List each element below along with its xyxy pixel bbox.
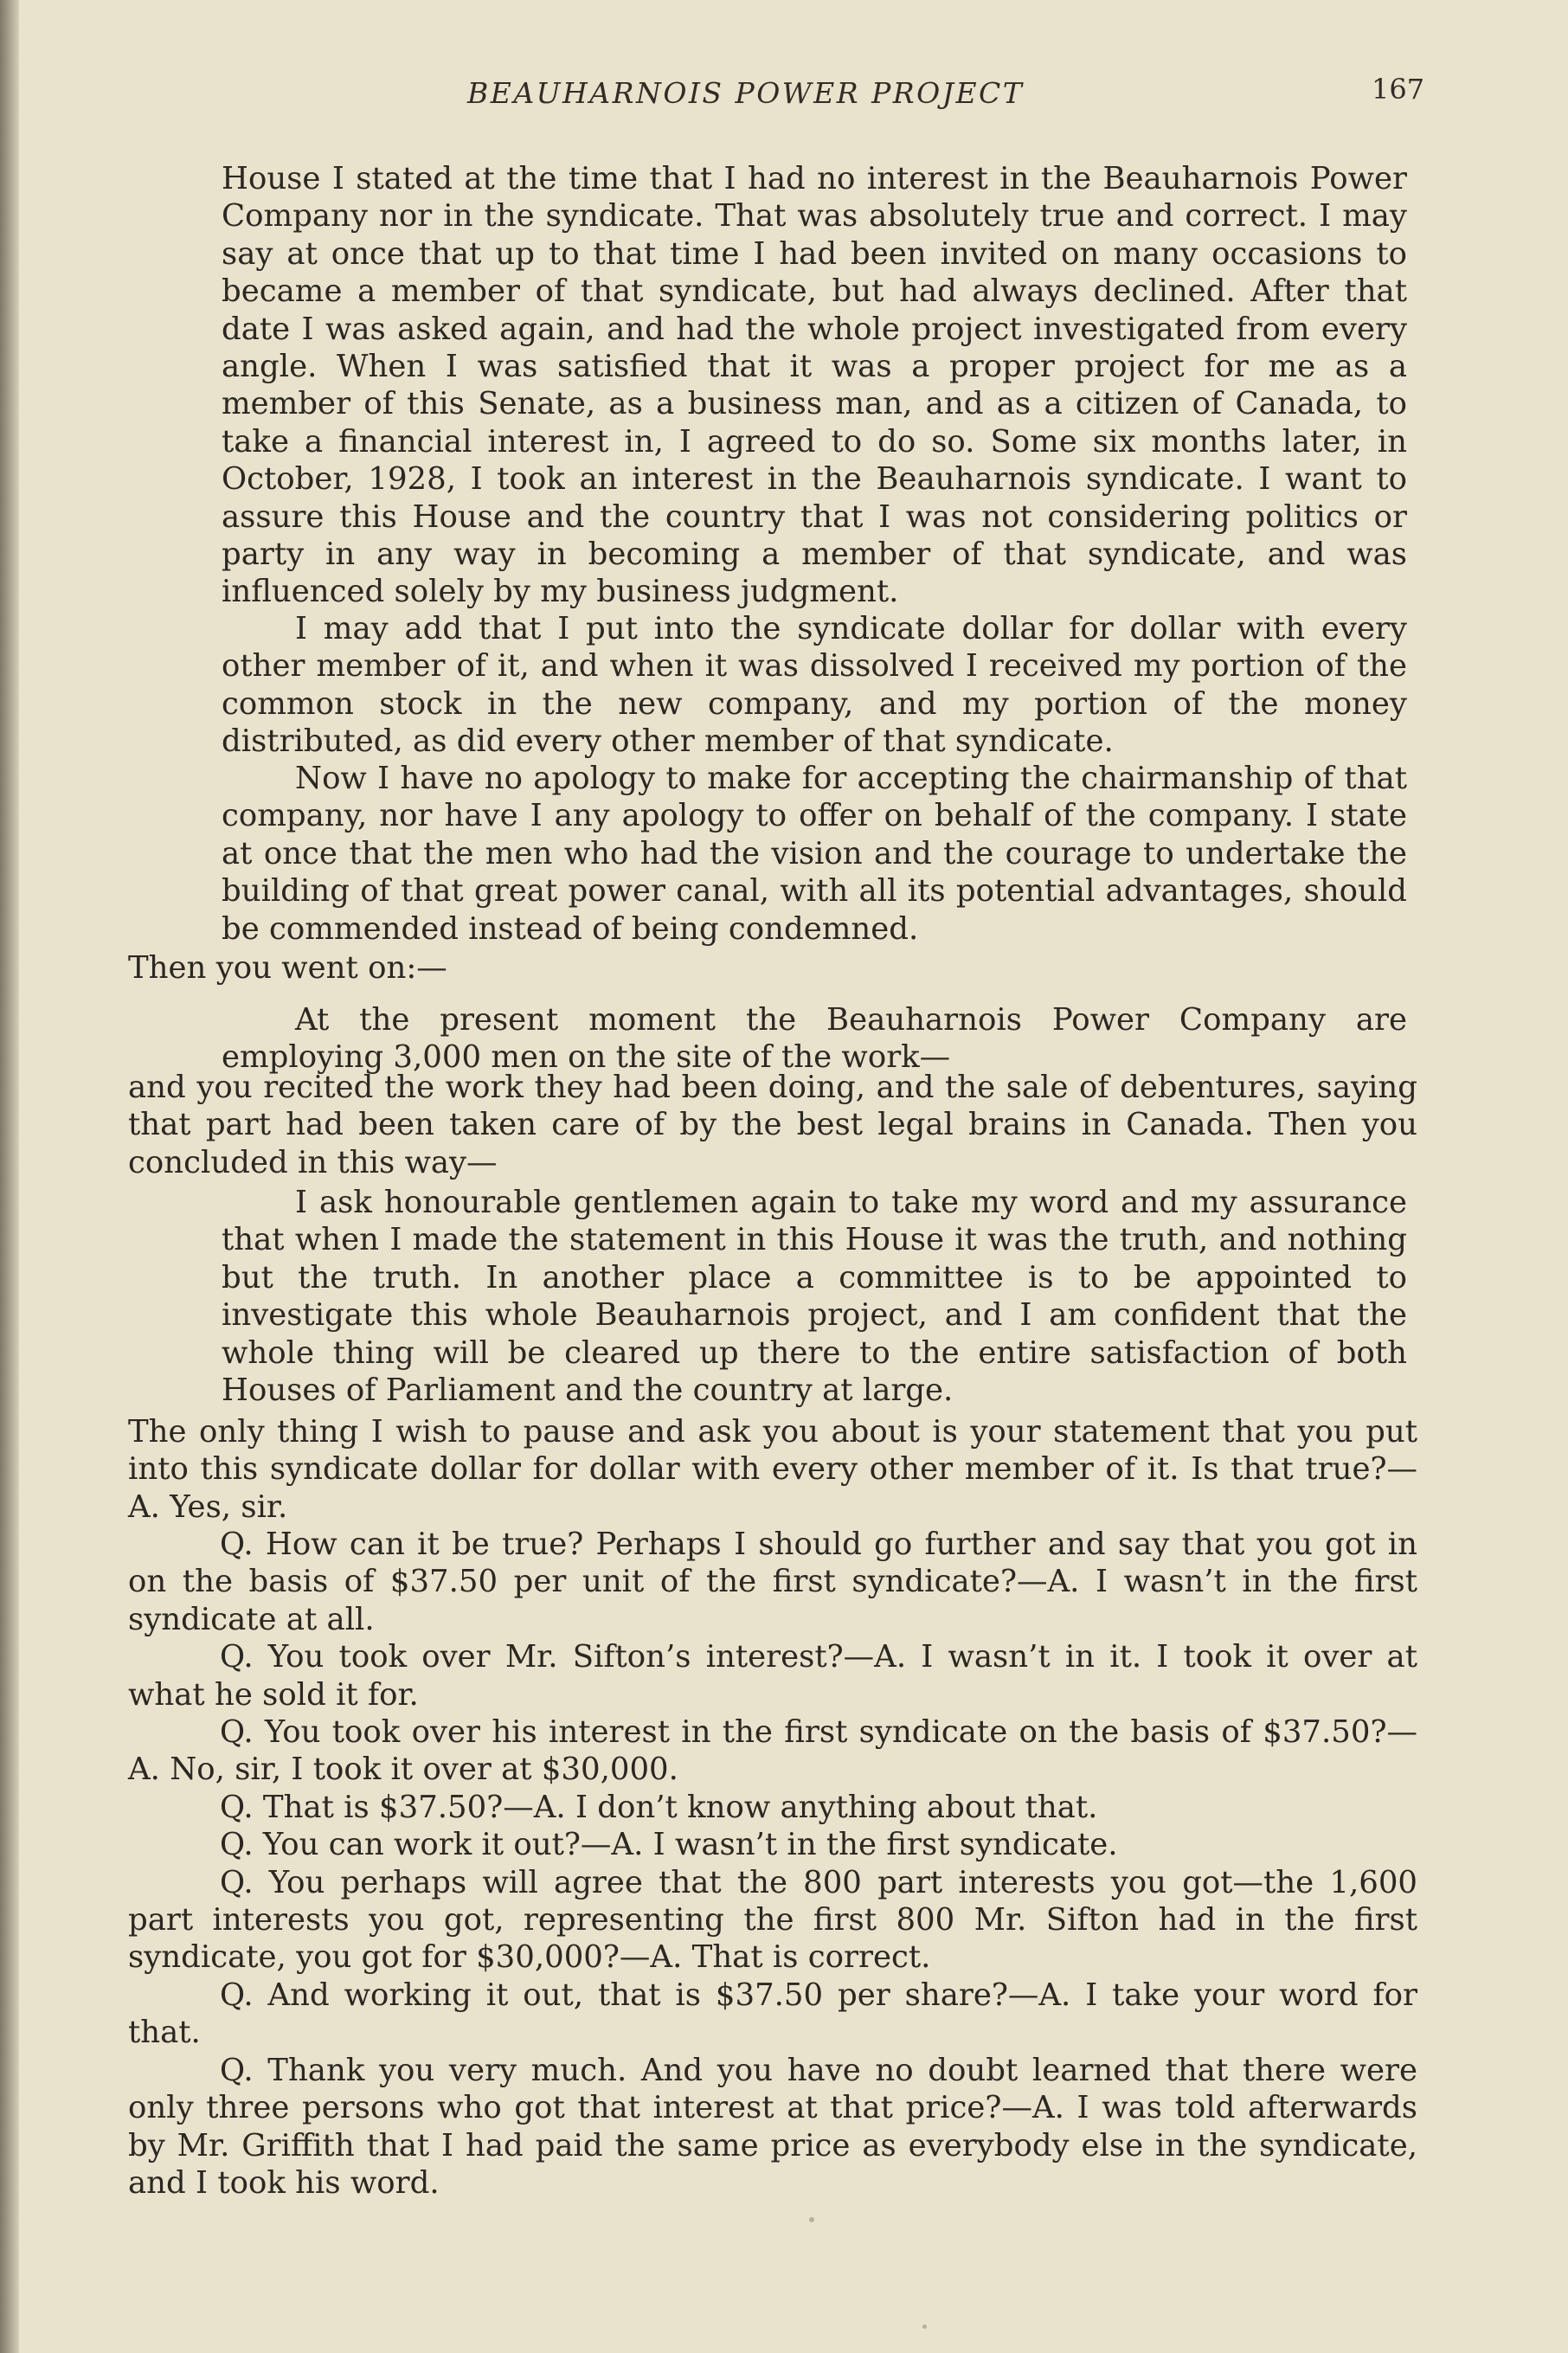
recited-paragraph: and you recited the work they had been doing, and the sale of debentures, saying that part had been taken care of by the best legal brains in Canada. Then you concluded in this way— [128,1070,1417,1180]
qa-list [128,1526,1417,2202]
qa-item: Q. That is $37.50?—A. I don’t know anything about that. [220,1789,1098,1825]
then-you-went-on: Then you went on:— [128,950,447,986]
qa-item: Q. And working it out, that is $37.50 per share?—A. I take your word for that. [128,1977,1417,2051]
qa-item: Q. You perhaps will agree that the 800 part interests you got—the 1,600 part interests you got, representing the first 800 Mr. Sifton had in the first syndicate, you got for $30,000?—A. That is correct. [128,1864,1417,1976]
qa-item: Q. Thank you very much. And you have no doubt learned that there were only three persons who got that interest at that price?—A. I was told afterwards by Mr. Griffith that I had paid the same price as everybody else in the syndicate, and I took his word. [128,2052,1417,2201]
quote-honourable-gentlemen: I ask honourable gentlemen again to take my word and my assurance that when I made the statement in this House it was the truth, and nothing but the truth. In another place a committee is to be appointed to investigate this whole Beauharnois project, and I am confident that the whole thing will be cleared up there to the entire satisfaction of both Houses of Parliament and the country at large. [222,1185,1407,1409]
quote-paragraph-3: Now I have no apology to make for accepting the chairmanship of that company, nor have I any apology to offer on behalf of the company. I state at once that the men who had the vision and the courage to undertake the building of that great power canal, with all its potential advantages, should be commended instead of being condemned. [222,761,1407,947]
qa-item: Q. How can it be true? Perhaps I should go further and say that you got in on the basis of $37.50 per unit of the first syndicate?—A. I wasn’t in the first syndicate at all. [128,1527,1417,1637]
qa-item: Q. You took over his interest in the first syndicate on the basis of $37.50?—A. No, sir, I took it over at $30,000. [128,1714,1417,1788]
quote-paragraph-2: I may add that I put into the syndicate dollar for dollar with every other member of it, and when it was dissolved I received my portion of the common stock in the new company, and my portion of the money distributed, as did every other member of that syndicate. [222,611,1407,760]
running-header-title: BEAUHARNOIS POWER PROJECT [467,76,1025,110]
paper-speck [922,2324,927,2329]
qa-item: Q. You can work it out?—A. I wasn’t in the first syndicate. [220,1827,1118,1863]
quote-employing: At the present moment the Beauharnois Power Company are employing 3,000 men on the site of the work— [222,1002,1407,1076]
paper-speck [809,2217,814,2222]
page-number: 167 [1372,73,1425,106]
qa-item: Q. You took over Mr. Sifton’s interest?—A. I wasn’t in it. I took it over at what he sold it for. [128,1639,1417,1713]
quote-paragraph-1: House I stated at the time that I had no interest in the Beauharnois Power Company nor in the syndicate. That was absolutely true and correct. I may say at once that up to that time I had been invited on many occasions to became a member of that syndicate, but had always declined. After that date I was asked again, and had the whole project investigated from every angle. When I was satisfied that it was a proper project for me as a member of this Senate, as a business man, and as a citizen of Canada, to take a financial interest in, I agreed to do so. Some six months later, in October, 1928, I took an interest in the Beauharnois syndicate. I want to assure this House and the country that I was not considering politics or party in any way in becoming a member of that syndicate, and was influenced solely by my business judgment. [222,161,1407,610]
pause-paragraph: The only thing I wish to pause and ask you about is your statement that you put into this syndicate dollar for dollar with every other member of it. Is that true?—A. Yes, sir. [128,1414,1417,1525]
